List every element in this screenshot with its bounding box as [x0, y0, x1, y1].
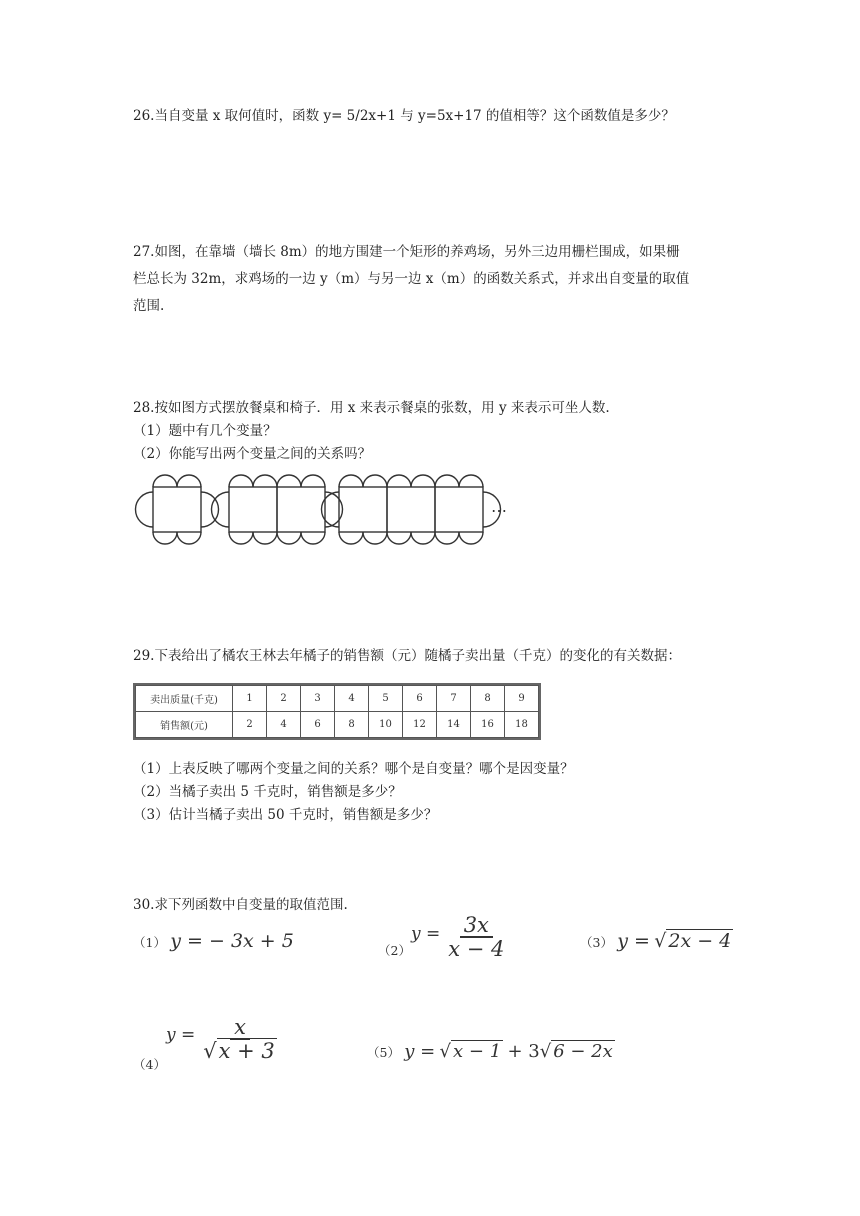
radical-icon: √ [203, 1039, 217, 1063]
table-cell: 12 [403, 712, 437, 738]
radical-icon: √ [439, 1041, 452, 1062]
question-29-sub-2: （2）当橘子卖出 5 千克时，销售额是多少？ [133, 784, 402, 800]
question-27-line-1: 27.如图，在靠墙（墙长 8m）的地方围建一个矩形的养鸡场，另外三边用栅栏围成，如果栅 [133, 244, 680, 260]
tables-chairs-figure [133, 472, 523, 550]
function-3-radicand: 2x − 4 [668, 930, 732, 952]
function-2-lhs: y = [410, 924, 441, 944]
function-5-lhs: y = [404, 1041, 436, 1062]
question-26: 26.当自变量 x 取何值时，函数 y= 5/2x+1 与 y=5x+17 的值相等？这个函数值是多少？ [133, 108, 675, 124]
table-cell: 6 [403, 686, 437, 712]
table-cell: 10 [369, 712, 403, 738]
function-4-denominator [199, 1040, 281, 1062]
function-2-fraction [444, 914, 508, 960]
function-1-formula: y = − 3x + 5 [170, 930, 294, 952]
table-group-1 [136, 475, 219, 544]
table-header-cell: 销售额(元) [136, 712, 233, 738]
table-cell: 8 [335, 712, 369, 738]
function-4-fraction [199, 1016, 281, 1062]
table-cell: 14 [437, 712, 471, 738]
table-cell: 2 [233, 712, 267, 738]
radical-icon: √ [654, 930, 667, 952]
table-cell: 2 [267, 686, 301, 712]
ellipsis: … [491, 497, 507, 516]
table-cell: 9 [505, 686, 539, 712]
table-group-2 [212, 475, 343, 544]
table-cell: 4 [267, 712, 301, 738]
function-label: （3） [580, 935, 613, 950]
table-row [136, 712, 539, 738]
question-28-sub-2: （2）你能写出两个变量之间的关系吗？ [133, 446, 372, 462]
function-5 [367, 1041, 615, 1062]
function-label: （5） [367, 1045, 400, 1060]
table-cell: 16 [471, 712, 505, 738]
function-label: （1） [133, 935, 166, 950]
table-cell: 4 [335, 686, 369, 712]
radical-icon: √ [539, 1041, 552, 1062]
table-cell: 3 [301, 686, 335, 712]
table-header-cell: 卖出质量(千克) [136, 686, 233, 712]
function-3 [580, 930, 733, 952]
function-3-lhs: y = [617, 930, 650, 952]
table-row [136, 686, 539, 712]
table-group-3 [322, 475, 501, 544]
function-4 [133, 1005, 281, 1073]
function-label: （4） [133, 1057, 166, 1072]
function-label: （2） [378, 943, 411, 958]
function-5-radicand-1: x − 1 [453, 1041, 502, 1062]
question-28-sub-1: （1）题中有几个变量？ [133, 423, 277, 439]
table-cell: 18 [505, 712, 539, 738]
table-cell: 6 [301, 712, 335, 738]
question-28: 28.按如图方式摆放餐桌和椅子．用 x 来表示餐桌的张数，用 y 来表示可坐人数. [133, 400, 610, 416]
function-4-radicand: x + 3 [218, 1039, 275, 1063]
function-1 [133, 930, 294, 952]
function-2-denominator: x − 4 [448, 937, 505, 961]
table-cell: 7 [437, 686, 471, 712]
function-4-lhs: y = [165, 1025, 196, 1045]
question-29-sub-1: （1）上表反映了哪两个变量之间的关系？哪个是自变量？哪个是因变量？ [133, 761, 574, 777]
question-27-line-3: 范围. [133, 298, 165, 314]
question-27-line-2: 栏总长为 32m，求鸡场的一边 y（m）与另一边 x（m）的函数关系式，并求出自变量的取值 [133, 271, 690, 287]
function-4-numerator: x [230, 1016, 250, 1040]
table-cell: 1 [233, 686, 267, 712]
question-29-sub-3: （3）估计当橘子卖出 50 千克时，销售额是多少？ [133, 807, 438, 823]
sales-table [133, 683, 541, 740]
function-5-middle: + 3 [507, 1041, 540, 1062]
function-2-numerator: 3x [460, 914, 493, 938]
function-2 [378, 914, 508, 960]
table-cell: 5 [369, 686, 403, 712]
function-5-radicand-2: 6 − 2x [553, 1041, 613, 1062]
question-30: 30.求下列函数中自变量的取值范围. [133, 897, 348, 913]
question-29: 29.下表给出了橘农王林去年橘子的销售额（元）随橘子卖出量（千克）的变化的有关数据： [133, 648, 681, 664]
table-cell: 8 [471, 686, 505, 712]
